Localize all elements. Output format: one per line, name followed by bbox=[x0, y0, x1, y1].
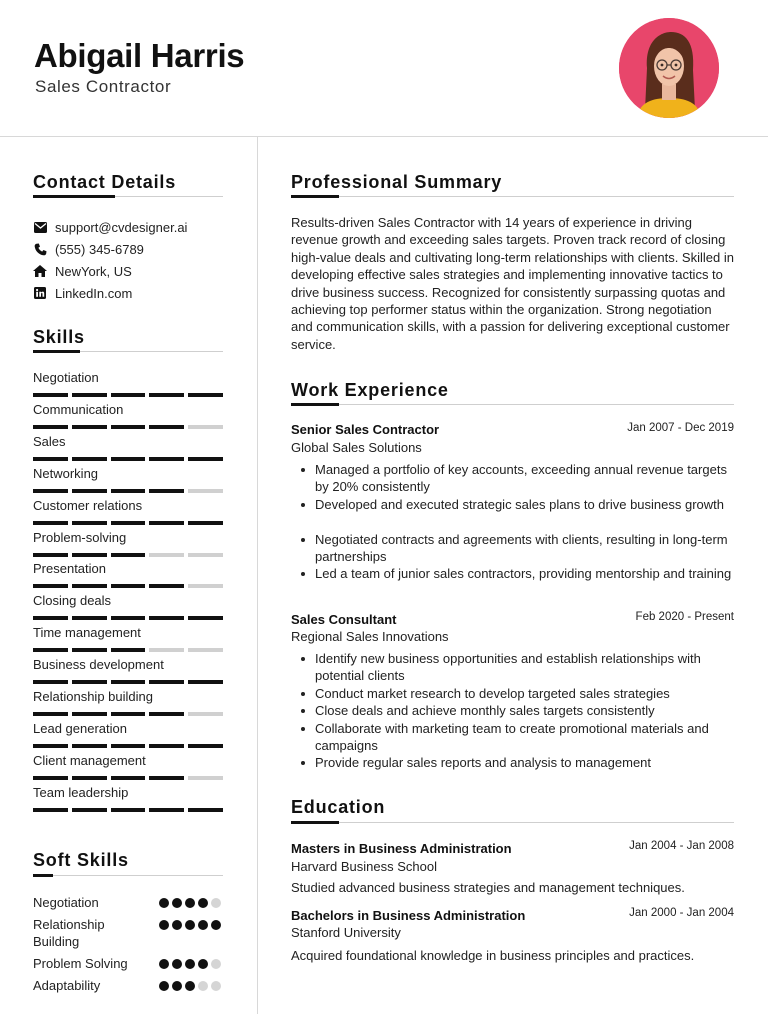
skill-level-segment bbox=[111, 584, 146, 588]
edu-school: Harvard Business School bbox=[291, 859, 437, 874]
skill-level-segment bbox=[149, 489, 184, 493]
rating-dot bbox=[172, 898, 182, 908]
skill-level-segment bbox=[33, 584, 68, 588]
job-bullet: Negotiated contracts and agreements with clients, resulting in long-term partnerships bbox=[297, 531, 737, 566]
skill-level-segment bbox=[149, 648, 184, 652]
job-title: Sales Consultant bbox=[291, 612, 397, 627]
skill-item bbox=[33, 721, 223, 748]
summary-text: Results-driven Sales Contractor with 14 years of experience in driving revenue growth and exceeding sales targets. Proven track record of closing high-value deals and cultivating long-term relationships with clients. Skilled in developing effective sales strategies and implementing innovative tactics to drive business success. Recognized for consistently surpassing quotas and achieving top performer status within the organization. Strong negotiation and communication skills, with a passion for delivering exceptional customer service. bbox=[291, 215, 734, 352]
skill-level-segment bbox=[149, 680, 184, 684]
edu-description: Studied advanced business strategies and management techniques. bbox=[291, 880, 685, 895]
skill-item bbox=[33, 466, 223, 493]
soft-skill-label: Relationship Building bbox=[33, 917, 105, 949]
rating-dot bbox=[159, 981, 169, 991]
skill-item bbox=[33, 561, 223, 588]
edu-degree: Bachelors in Business Administration bbox=[291, 908, 526, 923]
skill-item bbox=[33, 785, 223, 812]
skill-level-bars bbox=[33, 680, 223, 684]
contact-heading: Contact Details bbox=[33, 172, 177, 192]
contact-location-text: NewYork, US bbox=[55, 263, 132, 279]
contact-linkedin-text: LinkedIn.com bbox=[55, 285, 133, 301]
resume-header bbox=[0, 0, 768, 137]
skill-level-segment bbox=[72, 521, 107, 525]
rating-dot bbox=[211, 981, 221, 991]
skill-level-segment bbox=[188, 808, 223, 812]
skill-level-segment bbox=[188, 489, 223, 493]
linkedin-icon bbox=[33, 286, 47, 300]
contact-location bbox=[33, 262, 132, 280]
skill-level-segment bbox=[188, 712, 223, 716]
skill-item bbox=[33, 625, 223, 652]
job-bullet: Managed a portfolio of key accounts, exceeding annual revenue targets by 20% consistently bbox=[297, 461, 737, 496]
skill-level-segment bbox=[33, 393, 68, 397]
skill-level-segment bbox=[111, 553, 146, 557]
soft-skill-rating bbox=[159, 959, 221, 969]
skill-level-segment bbox=[72, 393, 107, 397]
skill-level-segment bbox=[149, 457, 184, 461]
skill-level-segment bbox=[149, 776, 184, 780]
skill-level-segment bbox=[111, 393, 146, 397]
skill-level-bars bbox=[33, 425, 223, 429]
skill-level-segment bbox=[188, 776, 223, 780]
avatar bbox=[619, 18, 719, 118]
education-heading: Education bbox=[291, 797, 386, 817]
skill-item bbox=[33, 498, 223, 525]
edu-date: Jan 2000 - Jan 2004 bbox=[629, 907, 734, 919]
skill-level-segment bbox=[72, 744, 107, 748]
rating-dot bbox=[159, 898, 169, 908]
skill-level-segment bbox=[149, 616, 184, 620]
skill-level-segment bbox=[33, 680, 68, 684]
skill-level-bars bbox=[33, 393, 223, 397]
skill-level-segment bbox=[33, 489, 68, 493]
contact-phone[interactable] bbox=[33, 240, 144, 258]
skill-level-segment bbox=[188, 457, 223, 461]
skill-label: Problem-solving bbox=[33, 529, 127, 545]
rating-dot bbox=[198, 981, 208, 991]
experience-heading-underline bbox=[291, 404, 734, 405]
skill-item bbox=[33, 657, 223, 684]
contact-email[interactable] bbox=[33, 218, 187, 236]
skill-level-segment bbox=[72, 553, 107, 557]
edu-description: Acquired foundational knowledge in business principles and practices. bbox=[291, 948, 695, 963]
contact-heading-underline bbox=[33, 196, 223, 197]
skill-level-segment bbox=[33, 648, 68, 652]
soft-skill-label: Problem Solving bbox=[33, 956, 128, 971]
skill-level-segment bbox=[111, 521, 146, 525]
skill-level-bars bbox=[33, 712, 223, 716]
soft-skills-heading-underline bbox=[33, 875, 223, 876]
skill-label: Sales bbox=[33, 433, 66, 449]
rating-dot bbox=[211, 920, 221, 930]
skill-level-segment bbox=[33, 425, 68, 429]
job-company: Global Sales Solutions bbox=[291, 440, 422, 455]
skill-label: Communication bbox=[33, 401, 124, 417]
edu-school: Stanford University bbox=[291, 925, 401, 940]
job-date: Jan 2007 - Dec 2019 bbox=[627, 422, 734, 434]
phone-icon bbox=[33, 242, 47, 256]
skill-level-segment bbox=[149, 425, 184, 429]
rating-dot bbox=[159, 920, 169, 930]
rating-dot bbox=[185, 981, 195, 991]
skill-level-segment bbox=[72, 776, 107, 780]
skill-level-segment bbox=[111, 457, 146, 461]
skill-level-bars bbox=[33, 744, 223, 748]
skill-level-segment bbox=[188, 521, 223, 525]
skill-level-segment bbox=[111, 489, 146, 493]
rating-dot bbox=[172, 920, 182, 930]
soft-skill-rating bbox=[159, 920, 221, 930]
skill-label: Customer relations bbox=[33, 497, 143, 513]
skill-level-segment bbox=[111, 425, 146, 429]
rating-dot bbox=[211, 959, 221, 969]
rating-dot bbox=[198, 920, 208, 930]
soft-skill-item bbox=[33, 977, 223, 994]
skill-level-bars bbox=[33, 489, 223, 493]
rating-dot bbox=[198, 959, 208, 969]
skill-level-segment bbox=[72, 648, 107, 652]
skill-level-segment bbox=[111, 648, 146, 652]
skill-level-segment bbox=[111, 680, 146, 684]
job-bullet: Collaborate with marketing team to create promotional materials and campaigns bbox=[297, 720, 737, 755]
profile-photo bbox=[619, 18, 719, 118]
job-date: Feb 2020 - Present bbox=[635, 611, 734, 623]
skill-item bbox=[33, 593, 223, 620]
skill-item bbox=[33, 689, 223, 716]
skills-heading-underline bbox=[33, 351, 223, 352]
skill-level-segment bbox=[149, 744, 184, 748]
job-bullet: Identify new business opportunities and establish relationships with potential clients bbox=[297, 650, 737, 685]
skill-level-segment bbox=[111, 776, 146, 780]
skill-level-bars bbox=[33, 457, 223, 461]
rating-dot bbox=[185, 898, 195, 908]
job-bullets bbox=[297, 650, 737, 772]
skill-level-segment bbox=[149, 553, 184, 557]
soft-skill-rating bbox=[159, 981, 221, 991]
skill-label: Client management bbox=[33, 752, 146, 768]
contact-phone-text: (555) 345-6789 bbox=[55, 241, 144, 257]
skill-label: Business development bbox=[33, 657, 164, 673]
skill-item bbox=[33, 753, 223, 780]
job-bullet: Provide regular sales reports and analysis to management bbox=[297, 754, 737, 771]
rating-dot bbox=[185, 920, 195, 930]
rating-dot bbox=[185, 959, 195, 969]
job-company: Regional Sales Innovations bbox=[291, 629, 449, 644]
skill-level-segment bbox=[72, 457, 107, 461]
job-title: Senior Sales Contractor bbox=[291, 422, 440, 437]
envelope-icon bbox=[33, 220, 47, 234]
skill-level-segment bbox=[188, 616, 223, 620]
skill-item bbox=[33, 530, 223, 557]
edu-date: Jan 2004 - Jan 2008 bbox=[629, 840, 734, 852]
skill-label: Closing deals bbox=[33, 593, 112, 609]
skill-level-segment bbox=[149, 393, 184, 397]
soft-skill-item bbox=[33, 916, 223, 950]
rating-dot bbox=[211, 898, 221, 908]
skill-item bbox=[33, 434, 223, 461]
skill-level-segment bbox=[33, 457, 68, 461]
job-bullet: Led a team of junior sales contractors, providing mentorship and training bbox=[297, 565, 737, 582]
skill-level-segment bbox=[72, 680, 107, 684]
skill-level-segment bbox=[111, 616, 146, 620]
job-bullet: Close deals and achieve monthly sales targets consistently bbox=[297, 702, 737, 719]
contact-email-text: support@cvdesigner.ai bbox=[55, 219, 188, 235]
skill-label: Relationship building bbox=[33, 689, 153, 704]
skill-label: Networking bbox=[33, 465, 99, 481]
soft-skill-label: Adaptability bbox=[33, 978, 101, 993]
skills-heading: Skills bbox=[33, 327, 85, 347]
skill-label: Team leadership bbox=[33, 784, 129, 800]
soft-skill-item bbox=[33, 894, 223, 911]
education-heading-underline bbox=[291, 822, 734, 823]
skill-level-bars bbox=[33, 584, 223, 588]
column-divider bbox=[257, 137, 258, 1014]
soft-skills-heading: Soft Skills bbox=[33, 850, 129, 870]
skill-level-segment bbox=[72, 489, 107, 493]
skill-level-bars bbox=[33, 553, 223, 557]
job-bullet: Conduct market research to develop targeted sales strategies bbox=[297, 685, 737, 702]
contact-linkedin[interactable] bbox=[33, 284, 132, 302]
skill-level-segment bbox=[72, 808, 107, 812]
skill-level-segment bbox=[149, 712, 184, 716]
soft-skill-item bbox=[33, 955, 223, 972]
skill-level-segment bbox=[33, 712, 68, 716]
skill-level-segment bbox=[72, 712, 107, 716]
skill-level-segment bbox=[33, 808, 68, 812]
skill-label: Negotiation bbox=[33, 370, 99, 385]
skill-level-segment bbox=[33, 744, 68, 748]
skill-level-segment bbox=[33, 616, 68, 620]
skill-level-segment bbox=[188, 393, 223, 397]
skill-item bbox=[33, 402, 223, 429]
skill-level-segment bbox=[72, 616, 107, 620]
summary-heading: Professional Summary bbox=[291, 172, 503, 192]
edu-degree: Masters in Business Administration bbox=[291, 841, 512, 856]
skill-level-segment bbox=[33, 521, 68, 525]
candidate-name: Abigail Harris bbox=[34, 37, 245, 74]
candidate-title: Sales Contractor bbox=[35, 77, 172, 96]
skill-level-segment bbox=[149, 521, 184, 525]
experience-heading: Work Experience bbox=[291, 380, 449, 400]
skill-level-segment bbox=[111, 808, 146, 812]
skill-label: Lead generation bbox=[33, 720, 127, 736]
rating-dot bbox=[172, 959, 182, 969]
skill-level-bars bbox=[33, 521, 223, 525]
rating-dot bbox=[172, 981, 182, 991]
rating-dot bbox=[159, 959, 169, 969]
job-bullet: Developed and executed strategic sales plans to drive business growth bbox=[297, 496, 737, 513]
rating-dot bbox=[198, 898, 208, 908]
skill-level-segment bbox=[111, 712, 146, 716]
home-icon bbox=[33, 264, 47, 278]
skill-level-segment bbox=[188, 553, 223, 557]
skill-level-segment bbox=[149, 808, 184, 812]
skill-level-segment bbox=[188, 648, 223, 652]
soft-skill-rating bbox=[159, 898, 221, 908]
skill-label: Presentation bbox=[33, 561, 106, 577]
skill-label: Time management bbox=[33, 625, 141, 641]
skill-level-bars bbox=[33, 616, 223, 620]
summary-heading-underline bbox=[291, 196, 734, 197]
skill-level-segment bbox=[111, 744, 146, 748]
skill-level-segment bbox=[72, 425, 107, 429]
skill-level-segment bbox=[188, 744, 223, 748]
job-bullets bbox=[297, 461, 737, 583]
skill-level-segment bbox=[72, 584, 107, 588]
skill-level-segment bbox=[188, 584, 223, 588]
skill-level-segment bbox=[188, 680, 223, 684]
skill-level-segment bbox=[149, 584, 184, 588]
skill-level-bars bbox=[33, 776, 223, 780]
soft-skill-label: Negotiation bbox=[33, 895, 99, 910]
skill-level-segment bbox=[33, 553, 68, 557]
skill-level-bars bbox=[33, 808, 223, 812]
skill-level-segment bbox=[188, 425, 223, 429]
skill-item bbox=[33, 370, 223, 397]
skill-level-bars bbox=[33, 648, 223, 652]
skill-level-segment bbox=[33, 776, 68, 780]
